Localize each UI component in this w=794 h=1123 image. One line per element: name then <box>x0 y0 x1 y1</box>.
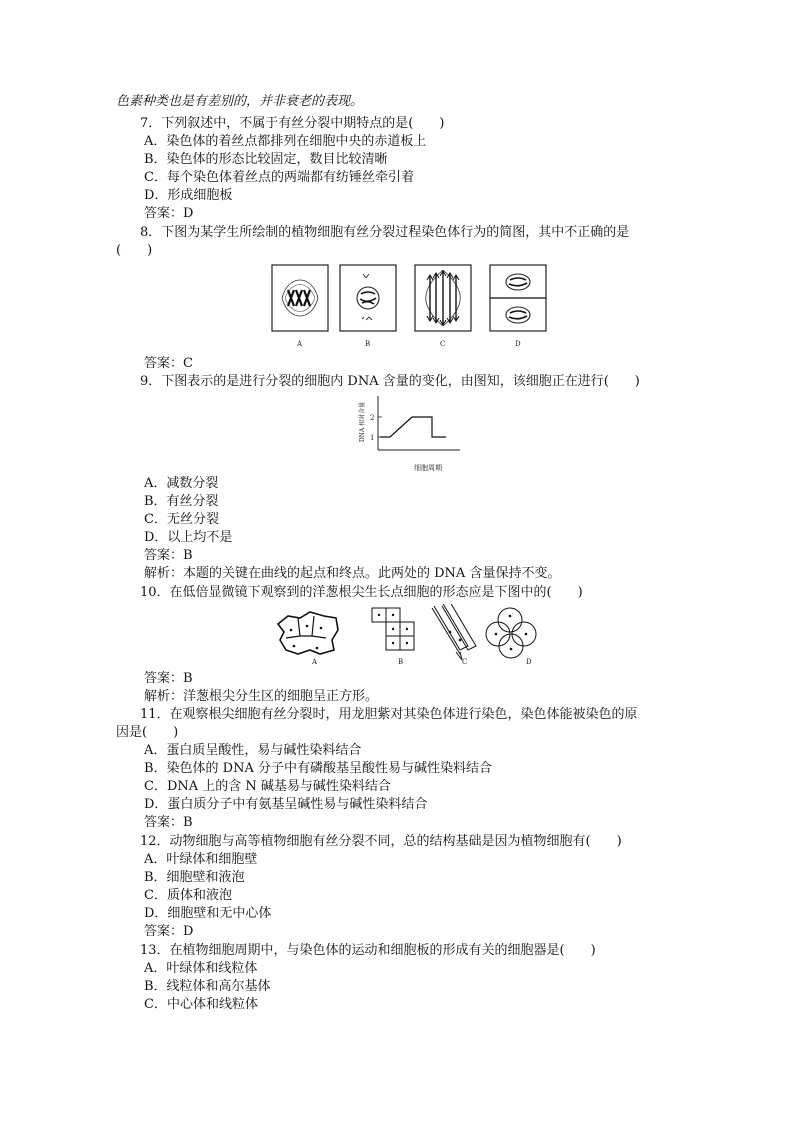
q8-cell-d <box>490 265 546 331</box>
svg-text:DNA 相对含量: DNA 相对含量 <box>359 401 366 443</box>
q9-option-d: D．以上均不是 <box>144 530 233 545</box>
q11-stem: 11．在观察根尖细胞有丝分裂时，用龙胆紫对其染色体进行染色，染色体能被染色的原 <box>140 707 638 722</box>
q12-answer: 答案：D <box>144 924 194 939</box>
q7-option-c: C．每个染色体着丝点的两端都有纺锤丝牵引着 <box>144 170 414 185</box>
q9-dna-line <box>380 417 446 437</box>
q10-label-a: A <box>312 658 318 666</box>
q13-option-b: B．线粒体和高尔基体 <box>144 979 271 994</box>
q9-option-a: A．减数分裂 <box>144 476 219 491</box>
figure-q10-cells <box>274 604 546 668</box>
q9-option-c: C．无丝分裂 <box>144 512 219 527</box>
q13-option-c: C．中心体和线粒体 <box>144 997 258 1012</box>
q13-stem: 13．在植物细胞周期中，与染色体的运动和细胞板的形成有关的细胞器是( ) <box>140 943 596 958</box>
q9-explanation: 解析：本题的关键在曲线的起点和终点。此两处的 DNA 含量保持不变。 <box>144 566 561 581</box>
q8-cell-c <box>415 265 471 331</box>
q10-explanation: 解析：洋葱根尖分生区的细胞呈正方形。 <box>144 689 379 704</box>
q12-option-c: C．质体和液泡 <box>144 888 232 903</box>
q13-option-a: A．叶绿体和线粒体 <box>144 961 258 976</box>
q8-stem-cont: ( ) <box>116 243 153 258</box>
figure-q9-dna-chart <box>352 392 468 474</box>
q8-label-a: A <box>297 340 303 348</box>
q12-option-a: A．叶绿体和细胞壁 <box>144 852 258 867</box>
q11-answer: 答案：B <box>144 815 193 830</box>
q8-cell-a <box>272 265 328 331</box>
q9-y-tick-1: 1 <box>370 434 375 442</box>
q10-answer: 答案：B <box>144 671 193 686</box>
q7-stem: 7．下列叙述中，不属于有丝分裂中期特点的是( ) <box>140 116 445 131</box>
figure-q8-cells <box>270 262 550 352</box>
q12-stem: 12．动物细胞与高等植物细胞有丝分裂不同，总的结构基础是因为植物细胞有( ) <box>140 834 622 849</box>
q7-option-a: A．染色体的着丝点都排列在细胞中央的赤道板上 <box>144 134 427 149</box>
q10-cell-a <box>278 612 338 654</box>
q11-option-b: B．染色体的 DNA 分子中有磷酸基呈酸性易与碱性染料结合 <box>144 761 493 776</box>
q9-answer: 答案：B <box>144 548 193 563</box>
q9-chart-xlabel: 细胞周期 <box>414 464 442 472</box>
q9-y-tick-2: 2 <box>370 414 375 422</box>
q9-chart-ylabel <box>358 402 366 442</box>
q11-option-a: A．蛋白质呈酸性，易与碱性染料结合 <box>144 743 362 758</box>
q11-option-c: C．DNA 上的含 N 碱基易与碱性染料结合 <box>144 779 391 794</box>
q12-option-d: D．细胞壁和无中心体 <box>144 906 272 921</box>
q9-stem: 9．下图表示的是进行分裂的细胞内 DNA 含量的变化，由图知，该细胞正在进行( ) <box>140 374 640 389</box>
line-0: 色素种类也是有差别的，并非衰老的表现。 <box>116 94 364 109</box>
q10-label-c: C <box>462 658 468 666</box>
q10-cell-c <box>432 604 476 660</box>
q10-stem: 10．在低倍显微镜下观察到的洋葱根尖生长点细胞的形态应是下图中的( ) <box>140 585 583 600</box>
q12-option-b: B．细胞壁和液泡 <box>144 870 245 885</box>
q11-option-d: D．蛋白质分子中有氨基呈碱性易与碱性染料结合 <box>144 797 428 812</box>
q7-option-d: D．形成细胞板 <box>144 188 233 203</box>
q8-label-c: C <box>440 340 446 348</box>
q8-label-d: D <box>515 340 521 348</box>
q7-option-b: B．染色体的形态比较固定，数目比较清晰 <box>144 152 388 167</box>
q9-option-b: B．有丝分裂 <box>144 494 219 509</box>
q10-cell-b <box>372 608 414 650</box>
q8-stem: 8．下图为某学生所绘制的植物细胞有丝分裂过程染色体行为的简图，其中不正确的是 <box>140 225 630 240</box>
q10-label-b: B <box>398 658 404 666</box>
q8-answer: 答案：C <box>144 356 193 371</box>
q8-cell-b <box>340 265 396 331</box>
q8-label-b: B <box>365 340 371 348</box>
q10-label-d: D <box>526 658 532 666</box>
q11-stem-cont: 因是( ) <box>116 725 179 740</box>
q10-cell-d <box>486 608 536 658</box>
q7-answer: 答案：D <box>144 206 194 221</box>
